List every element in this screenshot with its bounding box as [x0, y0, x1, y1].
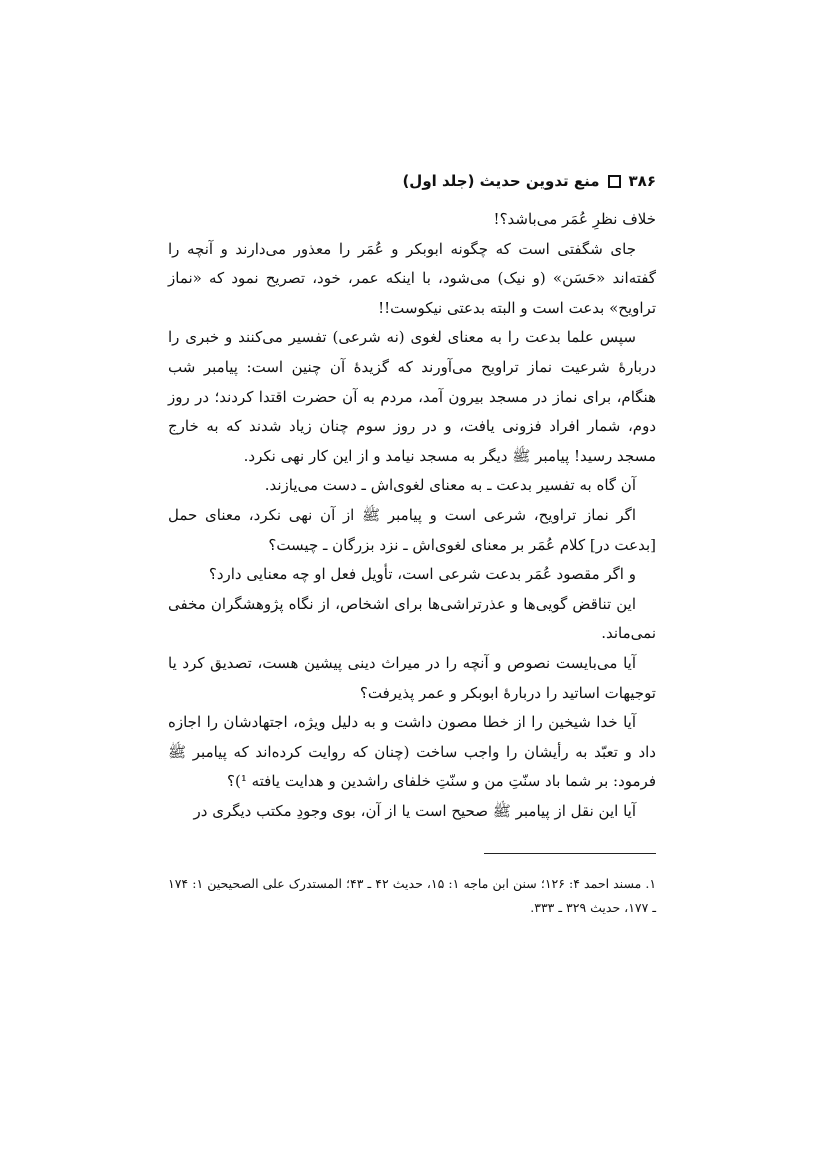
paragraph: آن گاه به تفسیر بدعت ـ به معنای لغوی‌اش ـ دست می‌یازند. [264, 476, 636, 495]
paragraph: این تناقض گویی‌ها و عذرتراشی‌ها برای اشخاص، از نگاه پژوهشگران مخفی نمی‌ماند. [168, 594, 656, 643]
book-title: منع تدوین حدیث (جلد اول) [402, 172, 600, 190]
paragraph: جای شگفتی است که چگونه ابوبکر و عُمَر را معذور می‌دارند و آنچه را گفته‌اند «حَسَن» (و نیک) می‌شود، با اینکه عمر، خود، تصریح نمود که «نماز تراویح» بدعت است و البته بدعتی نیکوست!! [168, 239, 656, 317]
square-ornament-icon [608, 175, 621, 188]
paragraph: آیا می‌بایست نصوص و آنچه را در میراث دینی پیشین هست، تصدیق کرد یا توجیهات اساتید را دربارهٔ ابوبکر و عمر پذیرفت؟ [168, 653, 656, 702]
page-number: ۳۸۶ [628, 172, 656, 190]
footnote: ۱. مسند احمد ۴: ۱۲۶؛ سنن ابن ماجه ۱: ۱۵، حدیث ۴۲ ـ ۴۳؛ المستدرک علی الصحیحین ۱: ۱۷۴ ـ ۱۷۷، حدیث ۳۲۹ ـ ۳۳۳. [168, 876, 657, 915]
paragraph: سپس علما بدعت را به معنای لغوی (نه شرعی) تفسیر می‌کنند و خبری را دربارهٔ شرعیت نماز تراویح می‌آورند که گزیدهٔ آن چنین است: پیامبر شب هنگام، برای نماز در مسجد بیرون آمد، مردم به آن حضرت اقتدا کردند؛ در روز دوم، شمار افراد فزونی یافت، و در روز سوم چنان زیاد شدند که به خارج مسجد رسید! پیامبر ﷺ دیگر به مسجد نیامد و از این کار نهی نکرد. [168, 328, 656, 465]
paragraph: اگر نماز تراویح، شرعی است و پیامبر ﷺ از آن نهی نکرد، معنای حمل [بدعت در] کلام عُمَر بر معنای لغوی‌اش ـ نزد بزرگان ـ چیست؟ [168, 505, 656, 554]
paragraph: خلاف نظرِ عُمَر می‌باشد؟! [493, 210, 656, 228]
running-header [168, 168, 656, 194]
footnote-divider [484, 853, 656, 854]
paragraph: و اگر مقصود عُمَر بدعت شرعی است، تأویل فعل او چه معنایی دارد؟ [208, 565, 636, 584]
paragraph: آیا این نقل از پیامبر ﷺ صحیح است یا از آن، بوی وجودِ مکتب دیگری در [193, 801, 636, 820]
body-text [168, 205, 656, 826]
paragraph: آیا خدا شیخین را از خطا مصون داشت و به دلیل ویژه، اجتهادشان را اجازه داد و تعبّد به رأیشان را واجب ساخت (چنان که روایت کرده‌اند که پیامبر ﷺ فرمود: بر شما باد سنّتِ من و سنّتِ خلفای راشدین و هدایت یافته ¹)؟ [168, 713, 656, 791]
